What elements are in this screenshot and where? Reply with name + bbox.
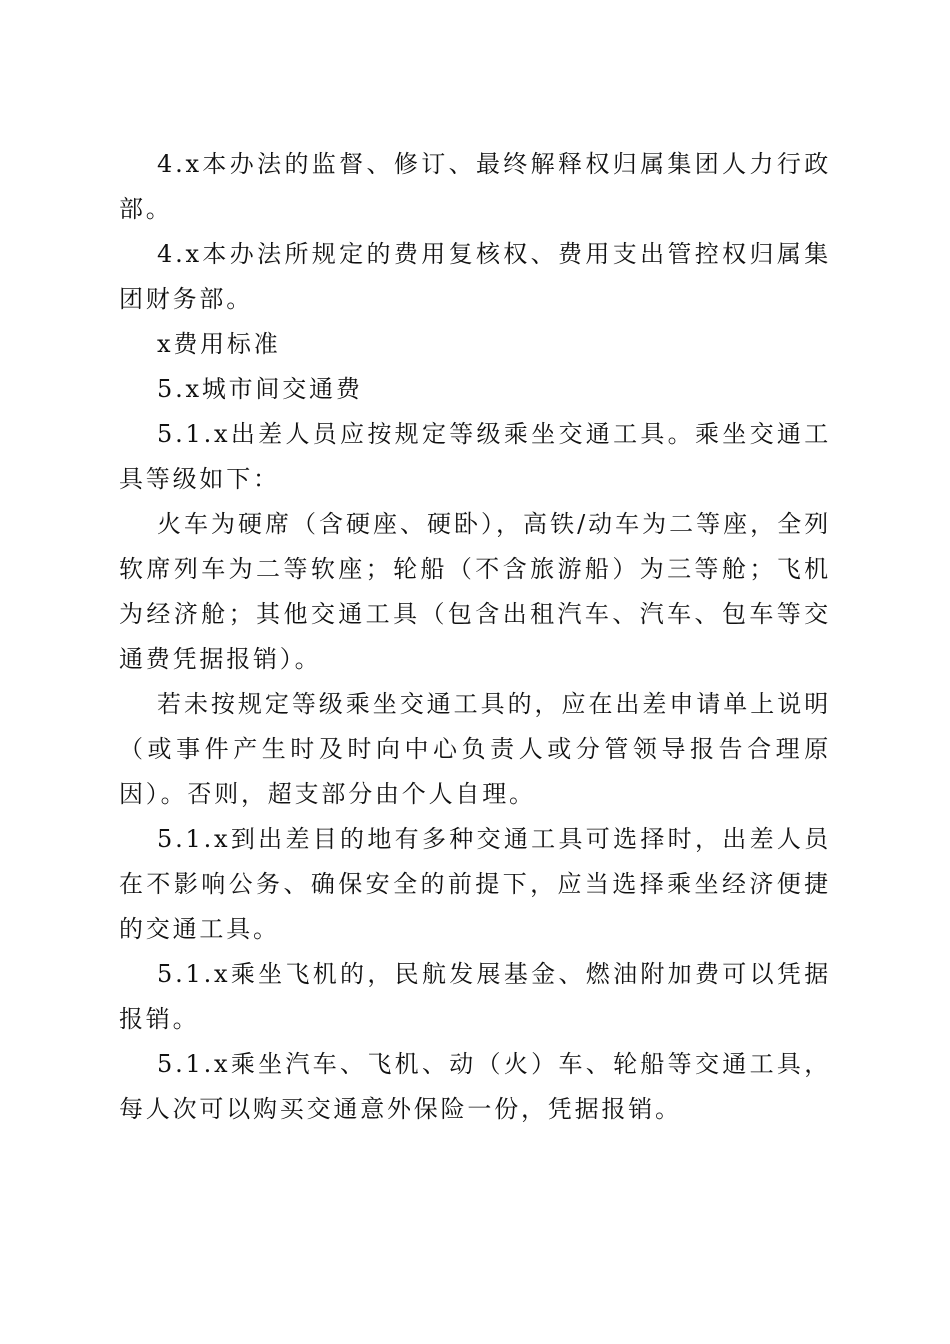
- section-heading-expense-standards: x费用标准: [157, 330, 281, 358]
- document-body: [119, 142, 831, 1132]
- paragraph-supervision: 4.x本办法的监督、修订、最终解释权归属集团人力行政部。: [119, 150, 831, 223]
- subsection-heading-intercity-transport: 5.x城市间交通费: [157, 375, 363, 403]
- paragraph-airfare-fees: 5.1.x乘坐飞机的，民航发展基金、燃油附加费可以凭据报销。: [119, 960, 831, 1033]
- paragraph-review-rights: 4.x本办法所规定的费用复核权、费用支出管控权归属集团财务部。: [119, 240, 831, 313]
- paragraph-noncompliance: 若未按规定等级乘坐交通工具的，应在出差申请单上说明（或事件产生时及时向中心负责人或分管领导报告合理原因）。否则，超支部分由个人自理。: [119, 690, 831, 808]
- paragraph-transport-class-details: 火车为硬席（含硬座、硬卧），高铁/动车为二等座，全列软席列车为二等软座；轮船（不含旅游船）为三等舱；飞机为经济舱；其他交通工具（包含出租汽车、汽车、包车等交通费凭据报销）。: [119, 510, 831, 673]
- paragraph-travel-insurance: 5.1.x乘坐汽车、飞机、动（火）车、轮船等交通工具，每人次可以购买交通意外保险一份，凭据报销。: [119, 1050, 831, 1123]
- paragraph-choose-economical: 5.1.x到出差目的地有多种交通工具可选择时，出差人员在不影响公务、确保安全的前提下，应当选择乘坐经济便捷的交通工具。: [119, 825, 831, 943]
- paragraph-transport-class: 5.1.x出差人员应按规定等级乘坐交通工具。乘坐交通工具等级如下：: [119, 420, 831, 493]
